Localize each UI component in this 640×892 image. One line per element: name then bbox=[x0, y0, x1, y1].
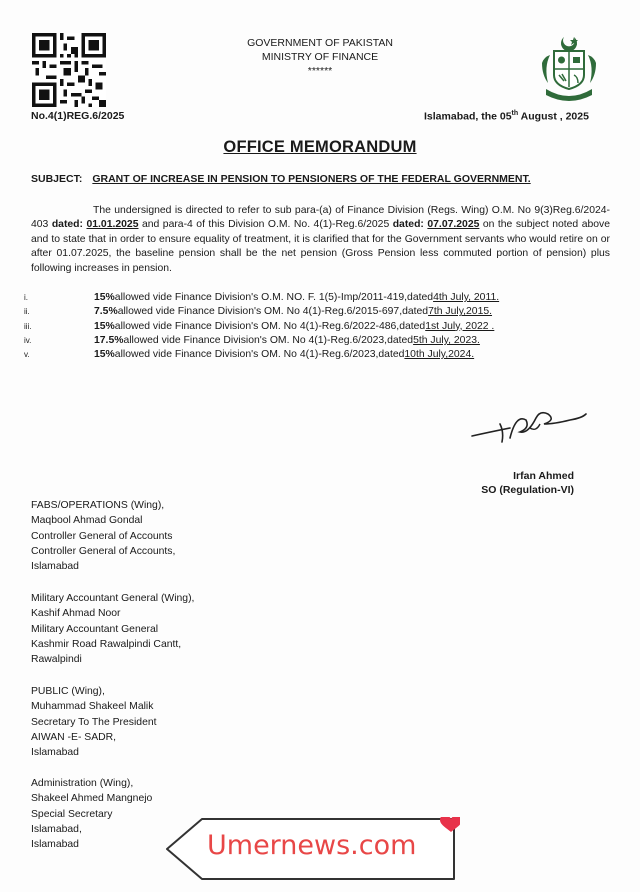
addressee-block: Administration (Wing), Shakeel Ahmed Mangnejo Special Secretary Islamabad, Islamabad bbox=[31, 778, 153, 851]
list-item: i. 15% allowed vide Finance Division's O.M. NO. F. 1(5)-Imp/2011-419,dated 4th July, 2011. bbox=[24, 292, 500, 303]
subject-text: GRANT OF INCREASE IN PENSION TO PENSIONERS OF THE FEDERAL GOVERNMENT. bbox=[92, 173, 531, 185]
addressee-block: FABS/OPERATIONS (Wing), Maqbool Ahmad Gondal Controller General of Accounts Controller General of Accounts, Islamabad bbox=[31, 500, 176, 573]
heading-stars: ****** bbox=[307, 65, 333, 77]
state-emblem-icon bbox=[538, 33, 600, 105]
list-item: ii. 7.5% allowed vide Finance Division's OM. No 4(1)-Reg.6/2015-697,dated 7th July,2015. bbox=[24, 306, 493, 318]
memo-date: Islamabad, the 05th August , 2025 bbox=[424, 110, 589, 123]
government-heading: GOVERNMENT OF PAKISTAN bbox=[247, 37, 393, 49]
body-paragraph: The undersigned is directed to refer to sub para-(a) of Finance Division (Regs. Wing) O.M. No 9(3)Reg.6/2024-403 dated: 01.01.2025 and para-4 of this Division O.M. No. 4(1)-Reg.6/2025 dated: 07.07.2025 on the subject noted above and to state that in order to ensure equality of treatment, it is clarified that for the Government servants who would retire on or after 01.07.2025, the baseline pension shall be the net pension (Gross Pension less commuted portion of pension) plus following increases in pension. bbox=[31, 205, 610, 274]
signature-icon bbox=[470, 398, 590, 448]
subject-label: SUBJECT: bbox=[31, 173, 83, 185]
page-title: OFFICE MEMORANDUM bbox=[223, 138, 417, 156]
watermark-text: Umernews.com bbox=[207, 830, 417, 861]
pension-increase-list bbox=[24, 291, 499, 362]
addressee-block: Military Accountant General (Wing), Kashif Ahmad Noor Military Accountant General Kashmir Road Rawalpindi Cantt, Rawalpindi bbox=[31, 593, 195, 666]
list-item: iii. 15% allowed vide Finance Division's OM. No 4(1)-Reg.6/2022-486,dated 1st July, 2022 . bbox=[24, 320, 495, 332]
list-item: iv. 17.5% allowed vide Finance Division's OM. No 4(1)-Reg.6/2023,dated 5th July, 2023. bbox=[24, 334, 480, 346]
signatory-block bbox=[470, 469, 574, 497]
list-item: v. 15% allowed vide Finance Division's OM. No 4(1)-Reg.6/2023,dated 10th July,2024. bbox=[24, 349, 475, 361]
addressee-block: PUBLIC (Wing), Muhammad Shakeel Malik Secretary To The President AIWAN -E- SADR, Islamabad bbox=[31, 686, 157, 759]
subject-line bbox=[31, 173, 531, 185]
ministry-heading: MINISTRY OF FINANCE bbox=[261, 51, 379, 63]
reference-number: No.4(1)REG.6/2025 bbox=[31, 110, 125, 122]
signatory-designation: SO (Regulation-VI) bbox=[481, 484, 574, 496]
signatory-name: Irfan Ahmed bbox=[513, 470, 574, 482]
